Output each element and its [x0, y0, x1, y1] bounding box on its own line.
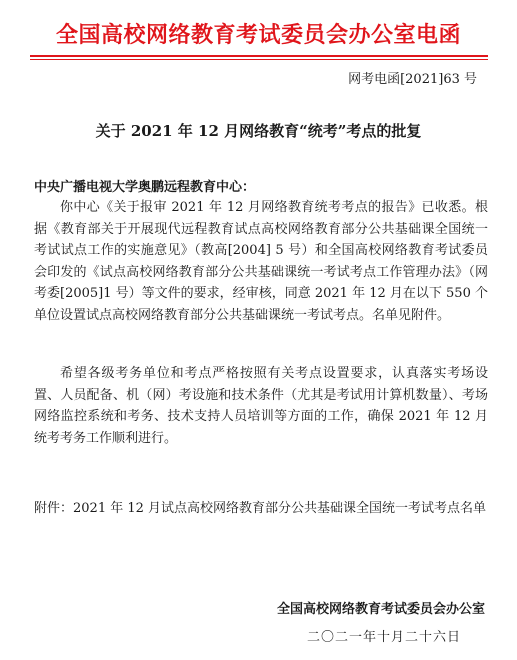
- body-paragraph-2: 希望各级考务单位和考点严格按照有关考点设置要求，认真落实考场设置、人员配备、机（网）考设施和技术条件（尤其是考试用计算机数量）、考场网络监控系统和考务、技术支持人员培训等方面的工作，确保 2021 年 12 月统考考务工作顺利进行。: [34, 366, 488, 446]
- document-number: 网考电函[2021]63 号: [348, 72, 477, 87]
- body-paragraph-1: 你中心《关于报审 2021 年 12 月网络教育统考考点的报告》已收悉。根据《教育部关于开展现代远程教育试点高校网络教育部分公共基础课全国统一考试试点工作的实施意见》（教高[2004] 5 号）和全国高校网络教育考试委员会印发的《试点高校网络教育部分公共基础课统一考试考点工作管理办法》（网考委[2005]1 号）等文件的要求，经审核，同意 2021 年 12 月在以下 550 个单位设置试点高校网络教育部分公共基础课统一考试考点。名单见附件。: [34, 200, 488, 323]
- signing-office: 全国高校网络教育考试委员会办公室: [276, 602, 485, 617]
- letterhead-rule-top: [30, 55, 488, 57]
- letterhead-title: 全国高校网络教育考试委员会办公室电函: [55, 23, 461, 48]
- signing-date: 二〇二一年十月二十六日: [306, 630, 461, 645]
- addressee: 中央广播电视大学奥鹏远程教育中心：: [34, 180, 256, 195]
- attachment-note: 附件：2021 年 12 月试点高校网络教育部分公共基础课全国统一考试考点名单: [34, 501, 487, 516]
- document-title: 关于 2021 年 12 月网络教育“统考”考点的批复: [95, 122, 422, 140]
- letterhead-rule-bottom: [30, 59, 488, 60]
